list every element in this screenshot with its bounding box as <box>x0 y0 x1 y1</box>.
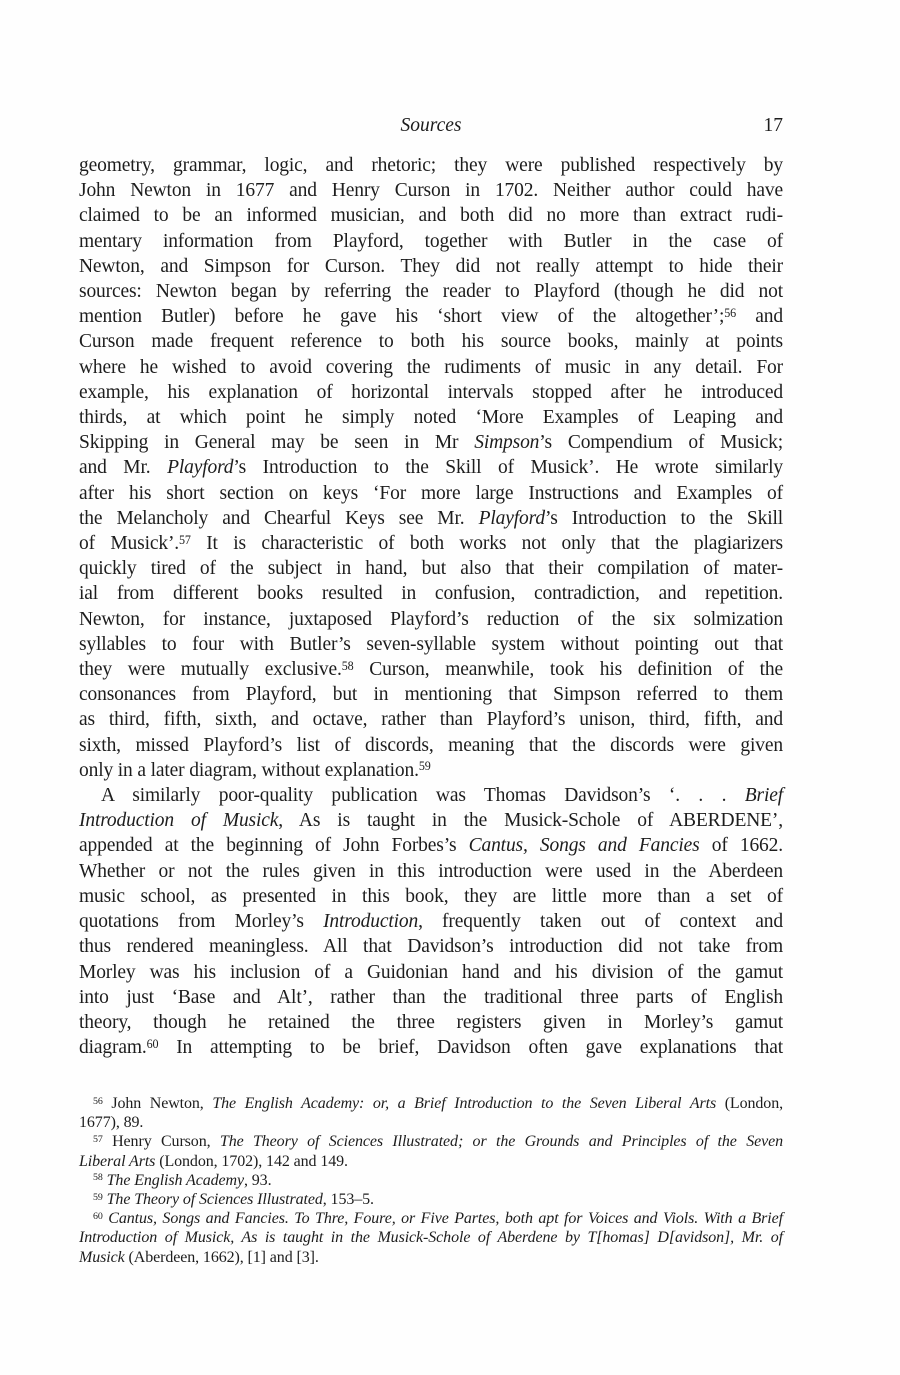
text-line <box>79 859 783 884</box>
text-segment: music school, as presented in this book, they are little more than a set of <box>79 885 783 907</box>
text-line <box>79 405 783 430</box>
text-line <box>79 808 783 833</box>
footnote-ref: 60 <box>146 1036 159 1051</box>
text-segment: as third, fifth, sixth, and octave, rather than Playford’s unison, third, fifth, and <box>79 709 783 731</box>
text-segment: John Newton in 1677 and Henry Curson in 1702. Neither author could have <box>79 180 783 202</box>
text-segment: ’s Introduction to the Skill of Musick’. He wrote similarly <box>233 457 783 479</box>
text-line <box>79 153 783 178</box>
footnote-ref: 60 <box>93 1210 103 1222</box>
text-segment: quickly tired of the subject in hand, but also that their compilation of mater- <box>79 558 783 580</box>
text-line <box>79 985 783 1010</box>
text-segment: It is characteristic of both works not only that the plagiarizers <box>190 533 783 555</box>
footnote-ref: 56 <box>93 1095 103 1107</box>
text-line <box>79 1190 783 1209</box>
text-segment: syllables to four with Butler’s seven-syllable system without pointing out that <box>79 633 783 655</box>
text-segment: Newton, and Simpson for Curson. They did not really attempt to hide their <box>79 255 783 277</box>
text-line <box>79 1171 783 1190</box>
text-segment: In attempting to be brief, Davidson often gave explanations that <box>158 1037 783 1059</box>
text-segment: Curson made frequent reference to both his source books, mainly at points <box>79 331 783 353</box>
text-line <box>79 203 783 228</box>
text-segment: , As is taught in the Musick-Schole of ABERDENE’, <box>278 810 783 832</box>
text-line <box>79 934 783 959</box>
text-line <box>79 1132 783 1151</box>
footnote <box>79 1171 783 1190</box>
text-line <box>79 1228 783 1247</box>
text-segment: of Musick’. <box>79 533 180 555</box>
running-head <box>79 113 783 139</box>
text-segment: (London, <box>716 1095 784 1112</box>
text-segment: John Newton, <box>102 1095 213 1112</box>
text-segment: ’s Compendium of Musick; <box>539 432 784 454</box>
text-segment: Musick <box>79 1248 125 1266</box>
text-line <box>79 455 783 480</box>
text-segment: The English Academy <box>106 1171 244 1189</box>
text-segment: only in a later diagram, without explanation. <box>79 759 419 781</box>
text-line <box>79 430 783 455</box>
text-segment: , 93. <box>243 1171 272 1189</box>
text-line <box>79 229 783 254</box>
text-segment: Introduction of Musick, As is taught in the Musick-Schole of Aberdene by T[homas] D[avidson], Mr. of <box>79 1229 783 1247</box>
text-line <box>79 657 783 682</box>
text-segment: claimed to be an informed musician, and both did no more than extract rudi- <box>79 205 783 227</box>
text-segment: Curson, meanwhile, took his definition of the <box>353 659 783 681</box>
footnote <box>79 1132 783 1170</box>
text-line <box>79 254 783 279</box>
text-segment: sources: Newton began by referring the reader to Playford (though he did not <box>79 281 783 303</box>
text-segment: the Melancholy and Chearful Keys see Mr. <box>79 507 479 529</box>
text-segment: geometry, grammar, logic, and rhetoric; they were published respectively by <box>79 155 783 176</box>
paragraph <box>79 153 783 783</box>
text-segment: appended at the beginning of John Forbes’s <box>79 835 469 857</box>
text-line <box>79 329 783 354</box>
text-segment: Playford <box>167 457 234 479</box>
footnote <box>79 1190 783 1209</box>
text-line <box>79 1152 783 1171</box>
footnote-ref: 59 <box>418 759 431 774</box>
text-segment: , 153–5. <box>322 1191 374 1209</box>
text-line <box>79 960 783 985</box>
text-segment: ’s Introduction to the Skill <box>544 507 784 529</box>
text-line <box>79 1035 783 1060</box>
text-segment: (Aberdeen, 1662), [1] and [3]. <box>124 1248 319 1266</box>
text-segment: Introduction of Musick <box>79 810 279 832</box>
text-line <box>79 1010 783 1035</box>
text-line <box>79 758 783 783</box>
text-segment: ial from different books resulted in confusion, contradiction, and repetition. <box>79 583 783 605</box>
footnote-ref: 58 <box>93 1172 103 1184</box>
text-line <box>79 1094 783 1113</box>
paragraph <box>79 783 783 1060</box>
text-segment: into just ‘Base and Alt’, rather than the traditional three parts of English <box>79 986 783 1008</box>
text-line <box>79 632 783 657</box>
footnote-ref: 59 <box>93 1191 103 1203</box>
text-segment: of 1662. <box>699 835 783 857</box>
text-segment: Newton, for instance, juxtaposed Playford’s reduction of the six solmization <box>79 608 783 630</box>
text-segment: mention Butler) before he gave his ‘short view of the altogether’; <box>79 306 725 328</box>
text-segment: consonances from Playford, but in mentioning that Simpson referred to them <box>79 684 783 706</box>
text-line <box>79 481 783 506</box>
text-segment: , frequently taken out of context and <box>418 911 783 933</box>
text-segment: Henry Curson, <box>102 1133 220 1151</box>
text-line <box>79 355 783 380</box>
footnote-ref: 56 <box>724 305 737 320</box>
text-segment: Simpson <box>474 432 540 454</box>
text-line <box>79 1113 783 1132</box>
text-segment: Introduction <box>323 911 419 933</box>
text-line <box>79 682 783 707</box>
text-line <box>79 531 783 556</box>
footnote <box>79 1094 783 1132</box>
text-segment: and <box>736 306 784 328</box>
text-segment: The Theory of Sciences Illustrated; or the Grounds and Principles of the Seven <box>219 1133 783 1151</box>
text-segment: The Theory of Sciences Illustrated <box>106 1191 323 1209</box>
text-line <box>79 783 783 808</box>
footnotes-block <box>79 1094 783 1267</box>
text-segment: A similarly poor-quality publication was Thomas Davidson’s ‘. . . <box>101 785 745 807</box>
text-segment: thirds, at which point he simply noted ‘More Examples of Leaping and <box>79 407 783 429</box>
text-segment: Cantus, Songs and Fancies <box>468 835 700 857</box>
text-line <box>79 833 783 858</box>
text-segment: 1677), 89. <box>79 1114 144 1132</box>
text-segment: The English Academy: or, a Brief Introduction to the Seven Liberal Arts <box>212 1095 717 1112</box>
text-segment: they were mutually exclusive. <box>79 659 342 681</box>
text-segment: Playford <box>478 507 545 529</box>
footnote-ref: 57 <box>93 1133 103 1145</box>
text-line <box>79 909 783 934</box>
text-line <box>79 733 783 758</box>
text-line <box>79 380 783 405</box>
text-segment: Cantus, Songs and Fancies. To Thre, Foure, or Five Partes, both apt for Voices and Viols. With a Brief <box>108 1210 783 1228</box>
text-line <box>79 1248 783 1267</box>
body-text <box>79 153 783 1060</box>
text-line <box>79 178 783 203</box>
text-segment: thus rendered meaningless. All that Davidson’s introduction did not take from <box>79 936 783 958</box>
text-segment: Liberal Arts <box>79 1152 156 1170</box>
text-segment: Morley was his inclusion of a Guidonian hand and his division of the gamut <box>79 961 783 983</box>
page-number: 17 <box>763 115 783 136</box>
text-line <box>79 1209 783 1228</box>
text-segment: mentary information from Playford, together with Butler in the case of <box>79 230 783 252</box>
text-line <box>79 707 783 732</box>
text-segment: diagram. <box>79 1037 147 1059</box>
running-head-title: Sources <box>400 115 462 136</box>
text-segment: and Mr. <box>79 457 168 479</box>
text-segment: after his short section on keys ‘For more large Instructions and Examples of <box>79 482 783 504</box>
text-line <box>79 607 783 632</box>
footnote-ref: 57 <box>179 532 191 547</box>
footnote <box>79 1209 783 1267</box>
text-line <box>79 884 783 909</box>
text-segment: Whether or not the rules given in this introduction were used in the Aberdeen <box>79 860 783 882</box>
text-line <box>79 279 783 304</box>
text-line <box>79 556 783 581</box>
text-segment: Skipping in General may be seen in Mr <box>79 432 475 454</box>
text-line <box>79 304 783 329</box>
text-segment: Brief <box>744 785 783 807</box>
text-segment: (London, 1702), 142 and 149. <box>155 1152 348 1170</box>
text-line <box>79 506 783 531</box>
text-segment: where he wished to avoid covering the rudiments of music in any detail. For <box>79 356 783 378</box>
footnote-ref: 58 <box>341 658 354 673</box>
text-line <box>79 581 783 606</box>
text-segment: sixth, missed Playford’s list of discords, meaning that the discords were given <box>79 734 783 756</box>
text-segment: quotations from Morley’s <box>79 911 324 933</box>
text-segment: example, his explanation of horizontal intervals stopped after he introduced <box>79 381 783 403</box>
text-segment: theory, though he retained the three registers given in Morley’s gamut <box>79 1011 783 1033</box>
